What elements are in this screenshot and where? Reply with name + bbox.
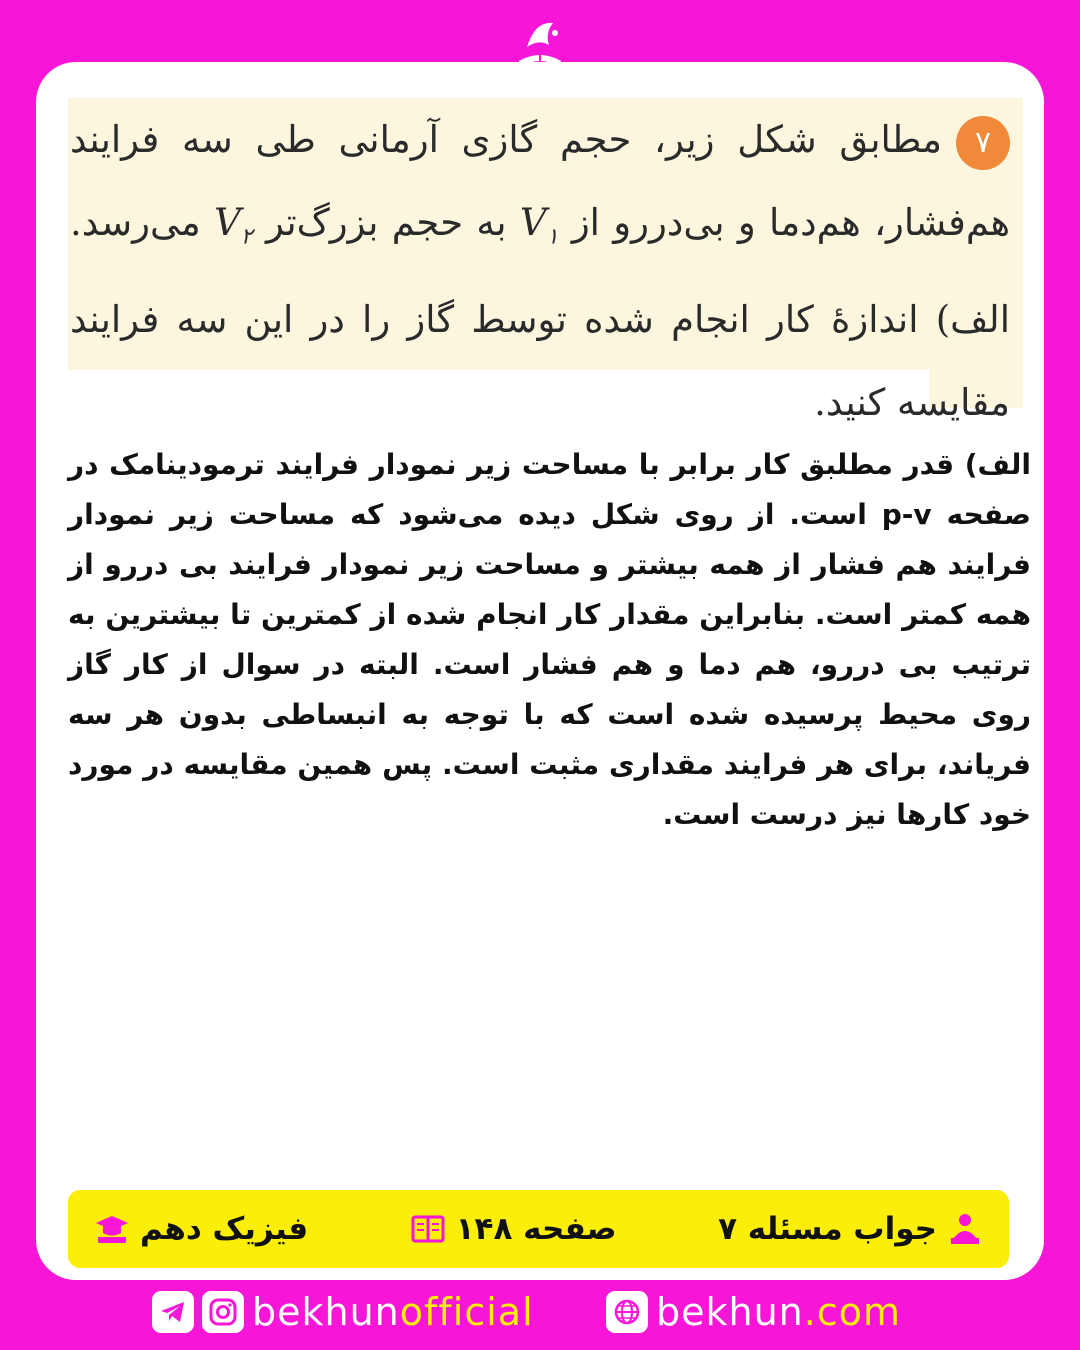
question-line-2b: به حجم بزرگ‌تر	[265, 201, 507, 244]
social-handle-group[interactable]	[152, 1290, 534, 1334]
v2-symbol: $V_۲$	[214, 201, 253, 250]
social-handle[interactable]: bekhunofficial	[252, 1290, 534, 1334]
question-line-1: مطابق شکل زیر، حجم گازی آرمانی طی سه فرایند هم‌فشار،	[70, 118, 1011, 244]
globe-icon	[612, 1297, 642, 1327]
instagram-link[interactable]	[202, 1291, 244, 1333]
website-group[interactable]	[606, 1290, 901, 1334]
footer-info-bar	[68, 1190, 1009, 1268]
answer-text: الف) قدر مطلبق کار برابر با مساحت زیر نمودار فرایند ترمودینامک در صفحه p-v است. از روی شکل دیده می‌شود که مساحت زیر نمودار فرایند هم فشار از همه بیشتر و مساحت زیر نمودار فرایند بی دررو از همه کمتر است. بنابراین مقدار کار انجام شده از کمترین تا بیشترین به ترتیب بی دررو، هم دما و هم فشار است. البته در سوال از کار گاز روی محیط پرسیده شده است که با توجه به انبساطی بدون هر سه فریاند، برای هر فرایند مقداری مثبت است. پس همین مقایسه در مورد خود کارها نیز درست است.	[68, 448, 1031, 831]
footer-page-label: صفحه ۱۴۸	[455, 1211, 617, 1247]
question-line-2c: می‌رسد.	[70, 201, 201, 244]
question-line-2a: هم‌دما و بی‌دررو از	[571, 201, 861, 244]
website-url[interactable]: bekhun.com	[656, 1290, 902, 1334]
content-card	[36, 62, 1044, 1280]
book-icon	[410, 1211, 446, 1247]
website-link[interactable]	[606, 1291, 648, 1333]
footer-subject-label: فیزیک دهم	[140, 1211, 309, 1247]
v1-symbol: $V_۱$	[519, 201, 559, 250]
question-part-a: الف) اندازهٔ کار انجام شده توسط گاز را در این سه فرایند مقایسه کنید.	[70, 298, 1010, 425]
question-text	[70, 98, 1010, 444]
footer-problem	[718, 1211, 983, 1247]
footer-page	[410, 1211, 617, 1247]
social-links-row	[0, 1290, 1080, 1344]
telegram-icon	[158, 1297, 188, 1327]
telegram-link[interactable]	[152, 1291, 194, 1333]
instagram-icon	[208, 1297, 238, 1327]
footer-problem-label: جواب مسئله ۷	[718, 1211, 937, 1247]
teacher-icon	[947, 1211, 983, 1247]
graduation-cap-icon	[94, 1211, 130, 1247]
question-number-badge: ۷	[956, 116, 1010, 170]
footer-subject	[94, 1211, 308, 1247]
